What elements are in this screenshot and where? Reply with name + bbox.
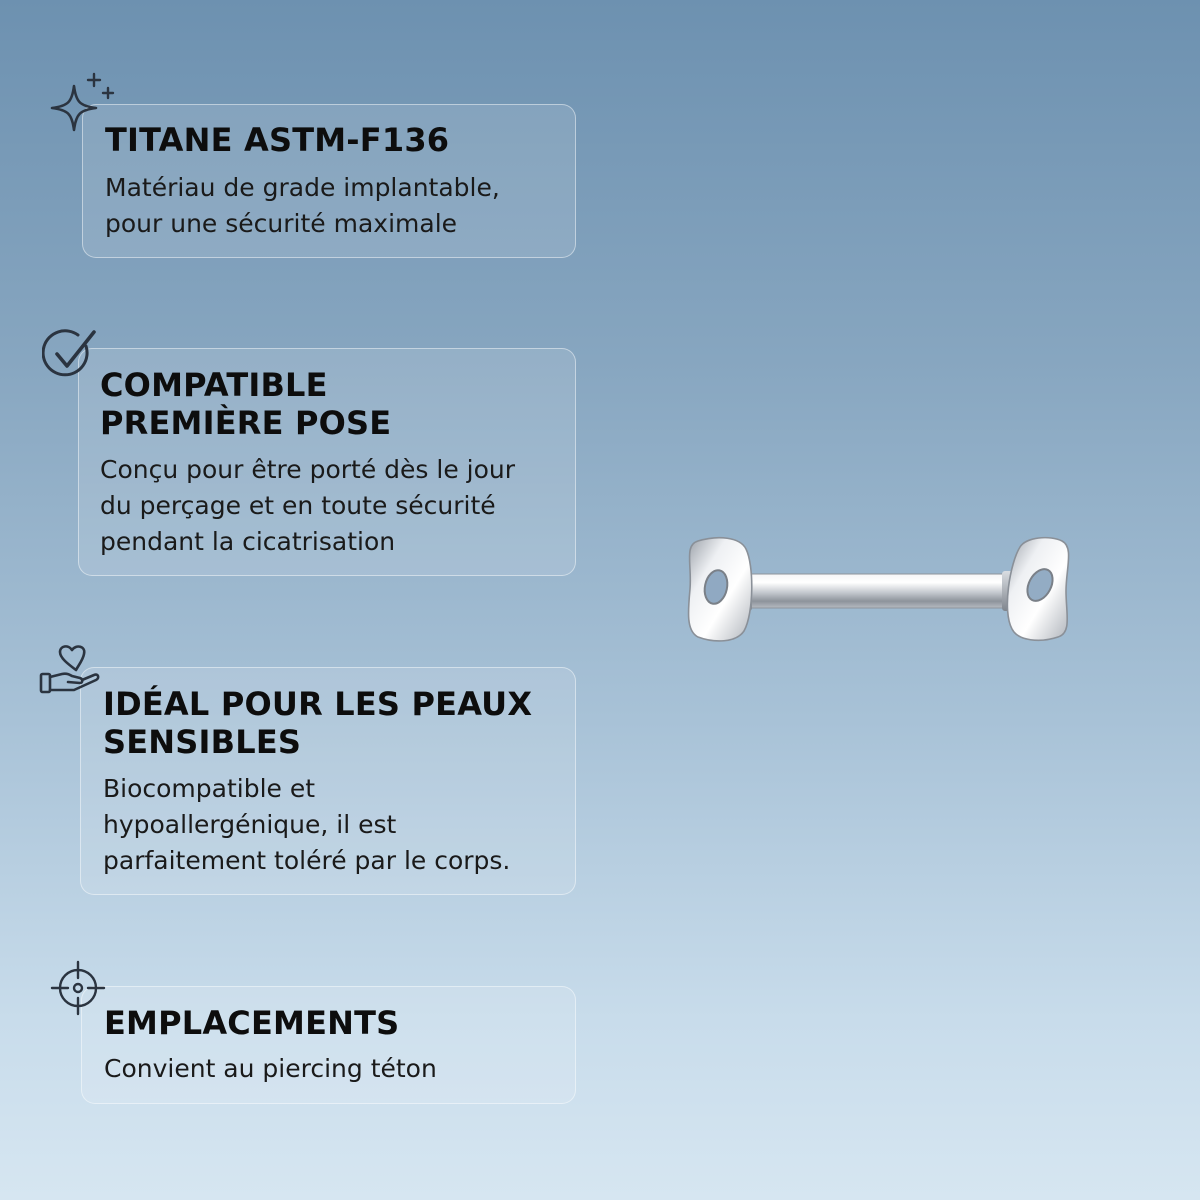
check-circle-icon <box>42 326 100 382</box>
feature-title-placements: EMPLACEMENTS <box>104 1004 400 1042</box>
feature-title-first-piercing: COMPATIBLE PREMIÈRE POSE <box>100 366 392 442</box>
feature-title-titanium: TITANE ASTM-F136 <box>105 121 450 159</box>
crosshair-icon <box>50 960 106 1016</box>
feature-title-sensitive-skin: IDÉAL POUR LES PEAUX SENSIBLES <box>103 685 533 761</box>
feature-desc-placements: Convient au piercing téton <box>104 1054 437 1083</box>
feature-desc-first-piercing: Conçu pour être porté dès le jour du perçage et en toute sécurité pendant la cicatrisation <box>100 455 516 556</box>
hand-heart-icon <box>38 644 106 696</box>
feature-desc-titanium: Matériau de grade implantable, pour une sécurité maximale <box>105 173 500 238</box>
feature-desc-sensitive-skin: Biocompatible et hypoallergénique, il est parfaitement toléré par le corps. <box>103 774 511 875</box>
product-barbell-image <box>684 535 1074 651</box>
